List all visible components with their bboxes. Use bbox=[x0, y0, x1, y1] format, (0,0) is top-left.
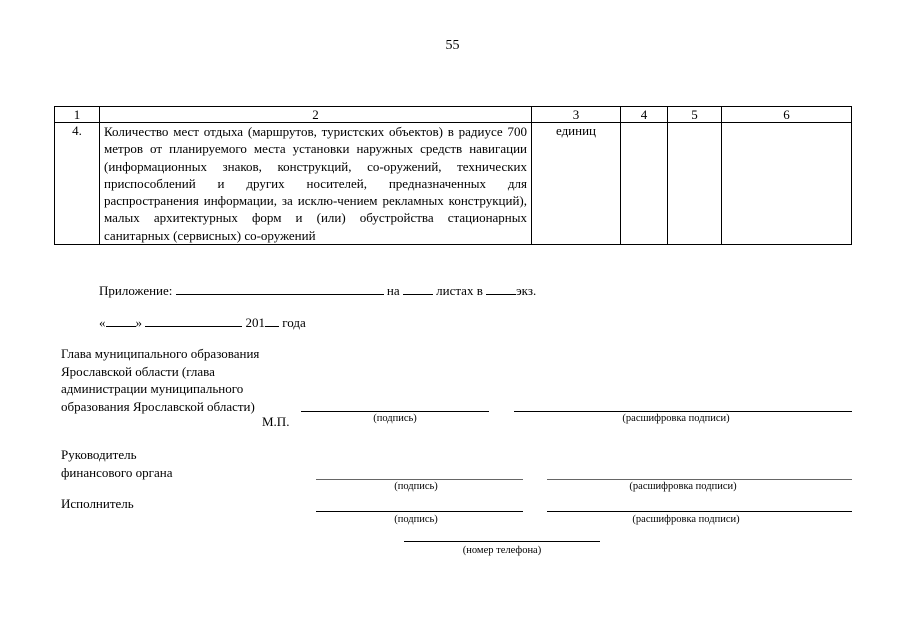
copies-count-field[interactable] bbox=[486, 281, 516, 295]
phone-field[interactable] bbox=[404, 541, 600, 542]
sheets-label: листах в bbox=[436, 283, 483, 298]
head-signature-field[interactable] bbox=[301, 411, 489, 412]
finance-signatory-title: Руководитель финансового органа bbox=[61, 447, 173, 480]
column-header: 3 bbox=[532, 107, 621, 123]
appendix-on-label: на bbox=[386, 283, 400, 298]
appendix-label: Приложение: bbox=[99, 283, 173, 298]
executor-decode-field[interactable] bbox=[547, 511, 852, 512]
executor-decode-caption: (расшифровка подписи) bbox=[632, 514, 740, 525]
day-field[interactable] bbox=[106, 313, 136, 327]
head-signatory-title: Глава муниципального образования Ярославской области (глава администрации муниципального образования Ярославской области) bbox=[61, 346, 260, 414]
finance-decode-caption: (расшифровка подписи) bbox=[629, 481, 737, 492]
appendix-line bbox=[99, 281, 536, 299]
column-header: 2 bbox=[100, 107, 532, 123]
row-number: 4. bbox=[55, 123, 100, 245]
finance-decode-field[interactable] bbox=[547, 479, 852, 480]
date-line bbox=[99, 313, 306, 331]
year-suffix: года bbox=[282, 315, 306, 330]
month-field[interactable] bbox=[145, 313, 242, 327]
year-prefix: 201 bbox=[245, 315, 265, 330]
page-number: 55 bbox=[445, 38, 460, 53]
head-decode-caption: (расшифровка подписи) bbox=[622, 413, 730, 424]
close-quote: » bbox=[135, 315, 142, 330]
executor-label: Исполнитель bbox=[61, 496, 134, 511]
executor-signature-field[interactable] bbox=[316, 511, 523, 512]
value-cell-6 bbox=[722, 123, 852, 245]
stamp-label: М.П. bbox=[262, 414, 290, 429]
value-cell-5 bbox=[668, 123, 722, 245]
value-cell-4 bbox=[621, 123, 668, 245]
phone-caption: (номер телефона) bbox=[462, 545, 542, 556]
year-field[interactable] bbox=[265, 313, 279, 327]
unit-cell: единиц bbox=[532, 123, 621, 245]
indicator-table bbox=[54, 106, 852, 245]
head-signature-caption: (подпись) bbox=[373, 413, 417, 424]
table-header-row bbox=[55, 107, 852, 123]
copies-label: экз. bbox=[516, 283, 537, 298]
indicator-description: Количество мест отдыха (маршрутов, туристских объектов) в радиусе 700 метров от планируемого места установки наружных средств навигации (информационных знаков, конструкций, со-оружений, технических приспособлений и других носителей, предназначенных для распространения информации, за исклю-чением рекламных конструкций), малых архитектурных форм и (или) обустройства стационарных санитарных (сервисных) со-оружений bbox=[100, 123, 532, 245]
column-header: 4 bbox=[621, 107, 668, 123]
finance-signature-caption: (подпись) bbox=[394, 481, 438, 492]
finance-signature-field[interactable] bbox=[316, 479, 523, 480]
column-header: 1 bbox=[55, 107, 100, 123]
open-quote: « bbox=[99, 315, 106, 330]
executor-signature-caption: (подпись) bbox=[394, 514, 438, 525]
column-header: 5 bbox=[668, 107, 722, 123]
head-decode-field[interactable] bbox=[514, 411, 852, 412]
appendix-name-field[interactable] bbox=[176, 281, 384, 295]
column-header: 6 bbox=[722, 107, 852, 123]
table-row bbox=[55, 123, 852, 245]
sheets-count-field[interactable] bbox=[403, 281, 433, 295]
